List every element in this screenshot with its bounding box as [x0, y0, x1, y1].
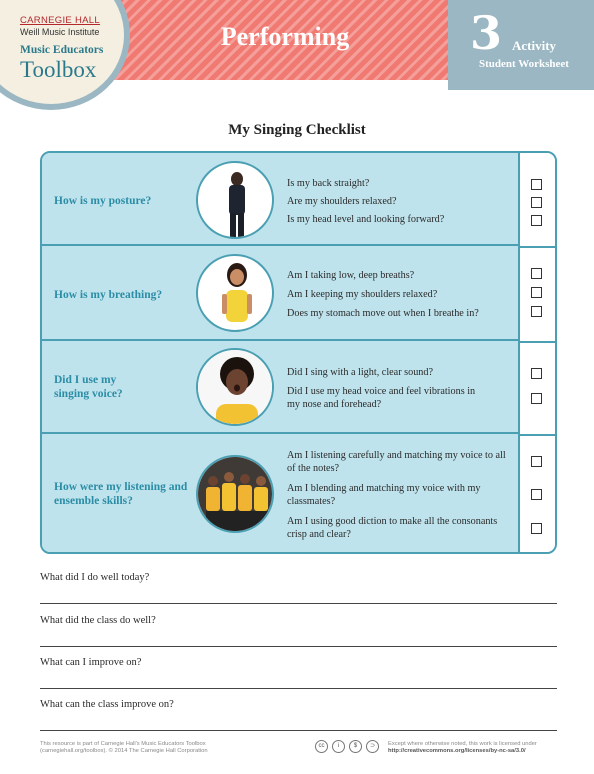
footer-credit [40, 741, 280, 755]
worksheet-subtitle: Student Worksheet [479, 58, 569, 70]
checklist-row-breathing [42, 246, 520, 341]
logo-org: CARNEGIE HALL [20, 15, 100, 26]
checkbox[interactable] [531, 306, 542, 317]
cc-license-icons [315, 740, 379, 753]
prompt-text: Did I use my head voice and feel vibrations in my nose and forehead? [287, 386, 476, 410]
checkbox[interactable] [531, 393, 542, 404]
row-divider [520, 434, 557, 436]
checkbox[interactable] [531, 489, 542, 500]
ensemble-photo [196, 455, 274, 533]
checkbox[interactable] [531, 523, 542, 534]
question-label: Did I use my singing voice? [54, 374, 123, 400]
badge-zigzag-edge [448, 84, 594, 94]
checklist-row-posture [42, 153, 520, 246]
question-label: How is my posture? [54, 195, 152, 207]
checkbox[interactable] [531, 287, 542, 298]
logo-institute: Weill Music Institute [20, 27, 100, 37]
singing-checklist [40, 151, 557, 554]
checklist-row-ensemble [42, 434, 520, 554]
question-label: How is my breathing? [54, 289, 163, 301]
answer-line[interactable] [40, 646, 557, 647]
header-title: Performing [220, 22, 350, 51]
sharealike-icon: ⊃ [366, 740, 379, 753]
answer-line[interactable] [40, 688, 557, 689]
student-breathing-photo [196, 254, 274, 332]
license-text: Except where otherwise noted, this work is licensed under [388, 741, 537, 747]
student-standing-photo [196, 161, 274, 239]
checkbox[interactable] [531, 197, 542, 208]
row-divider [520, 341, 557, 343]
checkbox[interactable] [531, 179, 542, 190]
prompt-text: Am I keeping my shoulders relaxed? [287, 289, 438, 300]
prompt-text: Is my back straight? [287, 178, 370, 189]
checkbox[interactable] [531, 215, 542, 226]
prompt-text: Are my shoulders relaxed? [287, 196, 397, 207]
row-divider [520, 246, 557, 248]
prompt-text: Is my head level and looking forward? [287, 214, 445, 225]
student-singing-photo [196, 348, 274, 426]
footer-line: (carnegiehall.org/toolbox). © 2014 The Carnegie Hall Corporation [40, 748, 208, 754]
prompt-text: Am I listening carefully and matching my voice to all of the notes? [287, 450, 506, 474]
answer-line[interactable] [40, 603, 557, 604]
activity-label: Activity [512, 38, 557, 53]
prompt-text: Did I sing with a light, clear sound? [287, 367, 433, 378]
checkbox[interactable] [531, 368, 542, 379]
prompt-text: Am I blending and matching my voice with my classmates? [287, 483, 481, 507]
license-link[interactable]: http://creativecommons.org/licenses/by-nc-sa/3.0/ [388, 748, 526, 754]
prompt-text: Am I using good diction to make all the consonants crisp and clear? [287, 516, 498, 540]
reflection-question: What did I do well today? [40, 572, 150, 583]
logo-product: Toolbox [20, 57, 97, 82]
logo-program: Music Educators [20, 44, 104, 56]
prompt-text: Does my stomach move out when I breathe in? [287, 308, 479, 319]
reflection-question: What can the class improve on? [40, 699, 174, 710]
page-title: My Singing Checklist [228, 122, 366, 138]
footer-line: This resource is part of Carnegie Hall's Music Educators Toolbox [40, 741, 206, 747]
activity-number: 3 [470, 6, 503, 60]
toolbox-logo [0, 0, 130, 110]
checkbox[interactable] [531, 456, 542, 467]
cc-icon: cc [315, 740, 328, 753]
checklist-row-singing-voice [42, 341, 520, 434]
attribution-icon: i [332, 740, 345, 753]
question-label: How were my listening and ensemble skills? [54, 481, 188, 507]
answer-line[interactable] [40, 730, 557, 731]
checkbox-column [518, 153, 555, 552]
footer-license [388, 741, 563, 755]
reflection-question: What did the class do well? [40, 615, 156, 626]
checkbox[interactable] [531, 268, 542, 279]
noncommercial-icon: $ [349, 740, 362, 753]
reflection-question: What can I improve on? [40, 657, 142, 668]
prompt-text: Am I taking low, deep breaths? [287, 270, 415, 281]
